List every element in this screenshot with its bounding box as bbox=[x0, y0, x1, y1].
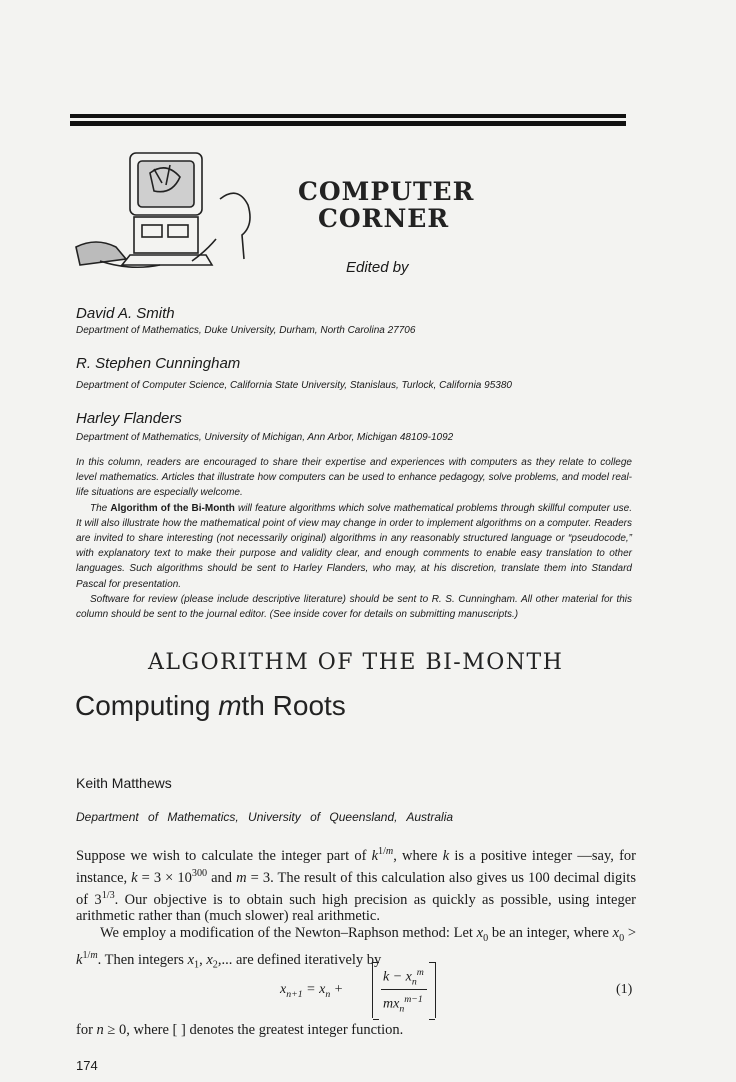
column-title-line1: COMPUTER bbox=[298, 177, 475, 206]
edited-by: Edited by bbox=[346, 259, 409, 276]
equation-number: (1) bbox=[616, 982, 633, 997]
equation-lhs: $x_{n+1} = x_n$ + bbox=[280, 982, 344, 1000]
header-rule-bottom bbox=[70, 121, 626, 126]
intro-paragraph-1: In this column, readers are encouraged to share their expertise and experiences with computers as they relate to college level mathematics. Articles that illustrate how computers can be used to enhance pedagogy, solve problems, and model real-life situations are especially welcome. bbox=[76, 457, 632, 499]
author-name: Keith Matthews bbox=[76, 775, 172, 791]
editor-dept-1: Department of Mathematics, Duke University, Durham, North Carolina 27706 bbox=[76, 325, 416, 336]
page-number: 174 bbox=[76, 1058, 98, 1073]
column-title bbox=[298, 178, 474, 232]
editor-name-3: Harley Flanders bbox=[76, 410, 182, 427]
paper-title bbox=[75, 690, 346, 722]
equation-1 bbox=[280, 962, 640, 1020]
author-affiliation: Department of Mathematics, University of Queensland, Australia bbox=[76, 810, 454, 824]
editor-name-1: David A. Smith bbox=[76, 305, 175, 322]
column-title-line2: CORNER bbox=[318, 204, 450, 233]
intro-paragraph-2 bbox=[76, 501, 632, 592]
equation-denominator: $mx_n^{m-1}$ bbox=[383, 994, 423, 1015]
column-introduction bbox=[76, 455, 632, 622]
computer-user-illustration bbox=[70, 143, 270, 283]
title-pre: Computing bbox=[75, 690, 219, 721]
editor-dept-2: Department of Computer Science, California State University, Stanislaus, Turlock, California 95380 bbox=[76, 380, 512, 391]
equation-numerator: $k - x_n^m$ bbox=[383, 967, 424, 988]
fraction-bar bbox=[381, 989, 427, 990]
intro-p2-bold: Algorithm of the Bi-Month bbox=[110, 502, 235, 514]
body-paragraph-1: Suppose we wish to calculate the integer part of $k^{1/m}$, where k is a positive integer —say, for instance, $k = 3 \times 10^{300}$ and m = 3. The result of this calculation also gives us 100 decimal digits of $3^{1/3}$. Our objective is to obtain such high precision as quickly as possible, using integer arithmetic rather than (much slower) real arithmetic. bbox=[76, 846, 636, 925]
editor-dept-3: Department of Mathematics, University of Michigan, Ann Arbor, Michigan 48109-1092 bbox=[76, 432, 454, 443]
header-rule-top bbox=[70, 114, 626, 118]
intro-paragraph-3: Software for review (please include descriptive literature) should be sent to R. S. Cunningham. All other material for this column should be sent to the journal editor. (See inside cover for details on submitting manuscripts.) bbox=[76, 593, 632, 621]
intro-p2-lead: The bbox=[90, 502, 111, 514]
body-paragraph-3: for n ≥ 0, where [ ] denotes the greatest integer function. bbox=[76, 1022, 404, 1038]
series-title: ALGORITHM OF THE BI-MONTH bbox=[148, 650, 564, 675]
editor-name-2: R. Stephen Cunningham bbox=[76, 355, 241, 372]
intro-p2-rest: will feature algorithms which solve mathematical problems through skillful computer use. It will also illustrate how the mathematical point of view may change in order to implement algorithms on a computer. Readers are invited to share interesting (not necessarily original) algorithms in any reasonably structured language or “pseudocode,” with explanatory text to make their purpose and validity clear, and enough comments to enable easy translation to other languages. Such algorithms should be sent to Harley Flanders, who may, at his discretion, translate them into Standard Pascal for presentation. bbox=[76, 502, 632, 590]
title-post: th Roots bbox=[241, 690, 346, 721]
title-m: m bbox=[218, 690, 242, 721]
body-paragraph-2: We employ a modification of the Newton–Raphson method: Let $x_0$ be an integer, where $x_0 > k^{1/m}$. Then integers $x_1$, $x_2$,... are defined iteratively by bbox=[76, 925, 636, 972]
article-body bbox=[76, 843, 636, 974]
equation-bracket-fraction bbox=[372, 962, 436, 1018]
